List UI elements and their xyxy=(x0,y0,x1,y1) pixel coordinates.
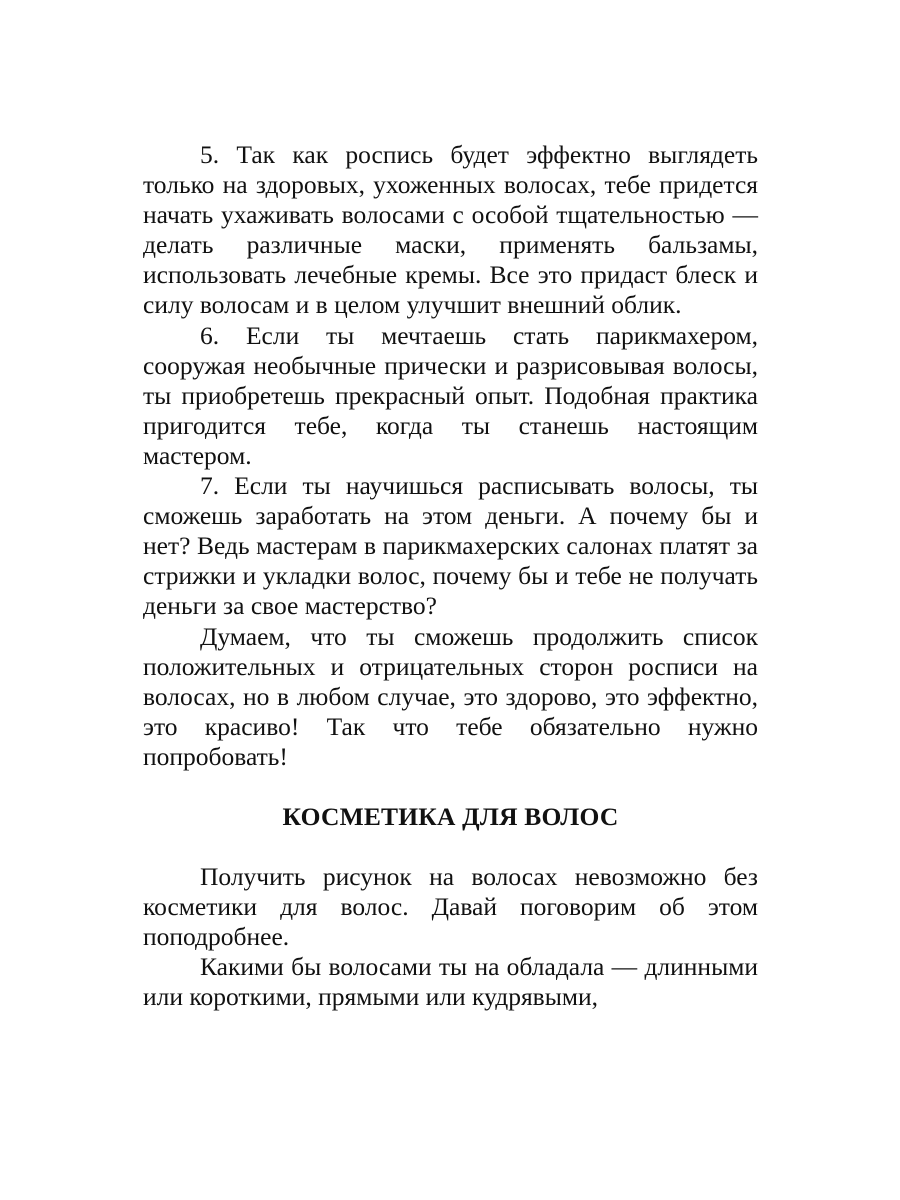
paragraph-conclusion: Думаем, что ты сможешь продолжить список положительных и отрицательных сторон росписи на волосах, но в любом случае, это здорово, это эффектно, это красиво! Так что тебе обязательно нужно попробовать! xyxy=(143,621,758,771)
paragraph-intro: Получить рисунок на волосах невозможно без косметики для волос. Давай поговорим об этом поподробнее. xyxy=(143,861,758,952)
paragraph-item-5: 5. Так как роспись будет эффектно выглядеть только на здоровых, ухоженных волосах, тебе придется начать ухаживать волосами с особой тщательностью — делать различные маски, применять бальзамы, использовать лечебные кремы. Все это придаст блеск и силу волосам и в целом улучшит внешний облик. xyxy=(143,140,758,320)
paragraph-item-6: 6. Если ты мечтаешь стать парикмахером, сооружая необычные прически и разрисовывая волосы, ты приобретешь прекрасный опыт. Подобная практика пригодится тебе, когда ты станешь настоящим мастером. xyxy=(143,320,758,470)
paragraph-continued: Какими бы волосами ты на обладала — длинными или короткими, прямыми или кудрявыми, xyxy=(143,952,758,1012)
section-heading: КОСМЕТИКА ДЛЯ ВОЛОС xyxy=(282,801,619,831)
book-page xyxy=(143,140,758,1012)
paragraph-item-7: 7. Если ты научишься расписывать волосы, ты сможешь заработать на этом деньги. А почему бы и нет? Ведь мастерам в парикмахерских салонах платят за стрижки и укладки волос, почему бы и тебе не получать деньги за свое мастерство? xyxy=(143,471,758,621)
